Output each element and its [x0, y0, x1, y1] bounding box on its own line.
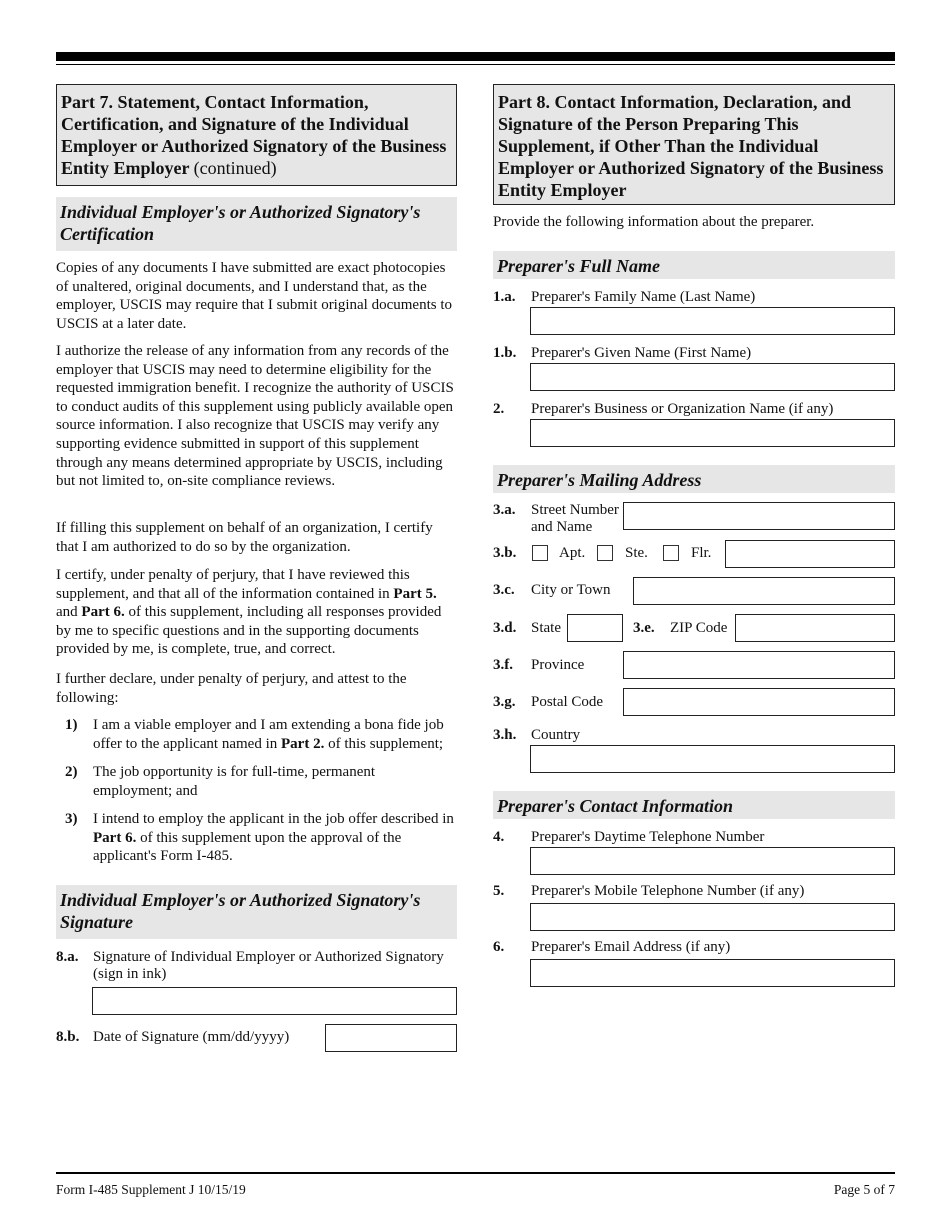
street-input[interactable] [623, 502, 895, 530]
field-1b-label: Preparer's Given Name (First Name) [531, 345, 752, 361]
ste-checkbox[interactable] [597, 545, 613, 561]
mobile-phone-input[interactable] [530, 903, 895, 931]
field-4-number: 4. [493, 829, 505, 845]
form-id: Form I-485 Supplement J 10/15/19 [56, 1182, 246, 1197]
part8-header: Part 8. Contact Information, Declaration, and Signature of the Person Preparing This Supplement, if Other Than the Individual Employer or Authorized Signatory of the Business Entity Employer [493, 84, 895, 205]
preparer-name-heading: Preparer's Full Name [493, 251, 895, 279]
part7-continued: (continued) [193, 158, 277, 178]
footer-rule [56, 1172, 895, 1174]
part7-header [56, 84, 457, 186]
signature-date-input[interactable] [325, 1024, 457, 1052]
field-3g-label: Postal Code [531, 694, 604, 710]
state-input[interactable] [567, 614, 623, 642]
field-2-label: Preparer's Business or Organization Name (if any) [531, 401, 834, 417]
apt-checkbox[interactable] [532, 545, 548, 561]
flr-checkbox[interactable] [663, 545, 679, 561]
organization-name-input[interactable] [530, 419, 895, 447]
field-6-label: Preparer's Email Address (if any) [531, 939, 731, 955]
attest-list-item: 3) I intend to employ the applicant in the job offer described in Part 6. of this supplement upon the approval of the applicant's Form I-485. [65, 811, 454, 865]
certification-para-2: I authorize the release of any information from any records of the employer that USCIS may need to determine eligibility for the requested immigration benefit. I recognize the authority of USCIS to conduct audits of this supplement using publicly available open source information. I also recognize that USCIS may verify any supporting evidence submitted in support of this supplement through any means determined appropriate by USCIS, including but not limited to, on-site compliance reviews. [56, 343, 454, 490]
field-3d-label: State [531, 620, 561, 636]
certification-para-4: I certify, under penalty of perjury, that I have reviewed this supplement, and that all of the information contained in Part 5. and Part 6. of this supplement, including all responses provided by me to specific questions and in the supporting documents provided by me, is complete, true, and correct. [56, 567, 442, 658]
field-3a-label: Street Number and Name [531, 502, 619, 535]
field-3d-number: 3.d. [493, 620, 517, 636]
preparer-intro: Provide the following information about the preparer. [493, 214, 815, 230]
field-1a-label: Preparer's Family Name (Last Name) [531, 289, 756, 305]
field-3b-number: 3.b. [493, 545, 517, 561]
field-8b-label: Date of Signature (mm/dd/yyyy) [93, 1029, 290, 1045]
top-rule-thick [56, 52, 895, 61]
unit-number-input[interactable] [725, 540, 895, 568]
attest-list-item: 2) The job opportunity is for full-time, permanent employment; and [65, 764, 376, 799]
certification-para-5: I further declare, under penalty of perjury, and attest to the following: [56, 671, 407, 706]
field-3f-label: Province [531, 657, 585, 673]
family-name-input[interactable] [530, 307, 895, 335]
field-8a-number: 8.a. [56, 949, 79, 965]
signature-heading: Individual Employer's or Authorized Signatory's Signature [56, 885, 457, 939]
field-3e-number: 3.e. [633, 620, 655, 636]
ste-label: Ste. [625, 545, 648, 561]
daytime-phone-input[interactable] [530, 847, 895, 875]
field-3e-label: ZIP Code [670, 620, 728, 636]
contact-info-heading: Preparer's Contact Information [493, 791, 895, 819]
mailing-address-heading: Preparer's Mailing Address [493, 465, 895, 493]
country-input[interactable] [530, 745, 895, 773]
field-8a-label: Signature of Individual Employer or Authorized Signatory (sign in ink) [93, 949, 444, 982]
field-8b-number: 8.b. [56, 1029, 80, 1045]
given-name-input[interactable] [530, 363, 895, 391]
postal-code-input[interactable] [623, 688, 895, 716]
apt-label: Apt. [559, 545, 586, 561]
field-6-number: 6. [493, 939, 505, 955]
zip-code-input[interactable] [735, 614, 895, 642]
page-number: Page 5 of 7 [833, 1182, 895, 1197]
field-3c-label: City or Town [531, 582, 611, 598]
field-3f-number: 3.f. [493, 657, 513, 673]
field-3c-number: 3.c. [493, 582, 515, 598]
province-input[interactable] [623, 651, 895, 679]
field-4-label: Preparer's Daytime Telephone Number [531, 829, 765, 845]
certification-heading: Individual Employer's or Authorized Signatory's Certification [56, 197, 457, 251]
field-1a-number: 1.a. [493, 289, 516, 305]
field-5-label: Preparer's Mobile Telephone Number (if any) [531, 883, 805, 899]
attest-list-item: 1) I am a viable employer and I am extending a bona fide job offer to the applicant named in Part 2. of this supplement; [65, 717, 444, 752]
certification-para-3: If filling this supplement on behalf of an organization, I certify that I am authorized to do so by the organization. [56, 520, 433, 555]
field-3a-number: 3.a. [493, 502, 516, 518]
signature-field[interactable] [92, 987, 457, 1015]
part7-title: Part 7. Statement, Contact Information, Certification, and Signature of the Individual Employer or Authorized Signatory of the Business Entity Employer [61, 92, 447, 178]
certification-para-1: Copies of any documents I have submitted are exact photocopies of unaltered, original documents, and I understand that, as the employer, USCIS may require that I submit original documents to USCIS at a later date. [56, 260, 452, 332]
field-3h-label: Country [531, 727, 581, 743]
field-2-number: 2. [493, 401, 505, 417]
field-3g-number: 3.g. [493, 694, 516, 710]
email-input[interactable] [530, 959, 895, 987]
flr-label: Flr. [691, 545, 712, 561]
top-rule-thin [56, 64, 895, 65]
city-input[interactable] [633, 577, 895, 605]
field-5-number: 5. [493, 883, 505, 899]
field-3h-number: 3.h. [493, 727, 517, 743]
field-1b-number: 1.b. [493, 345, 517, 361]
